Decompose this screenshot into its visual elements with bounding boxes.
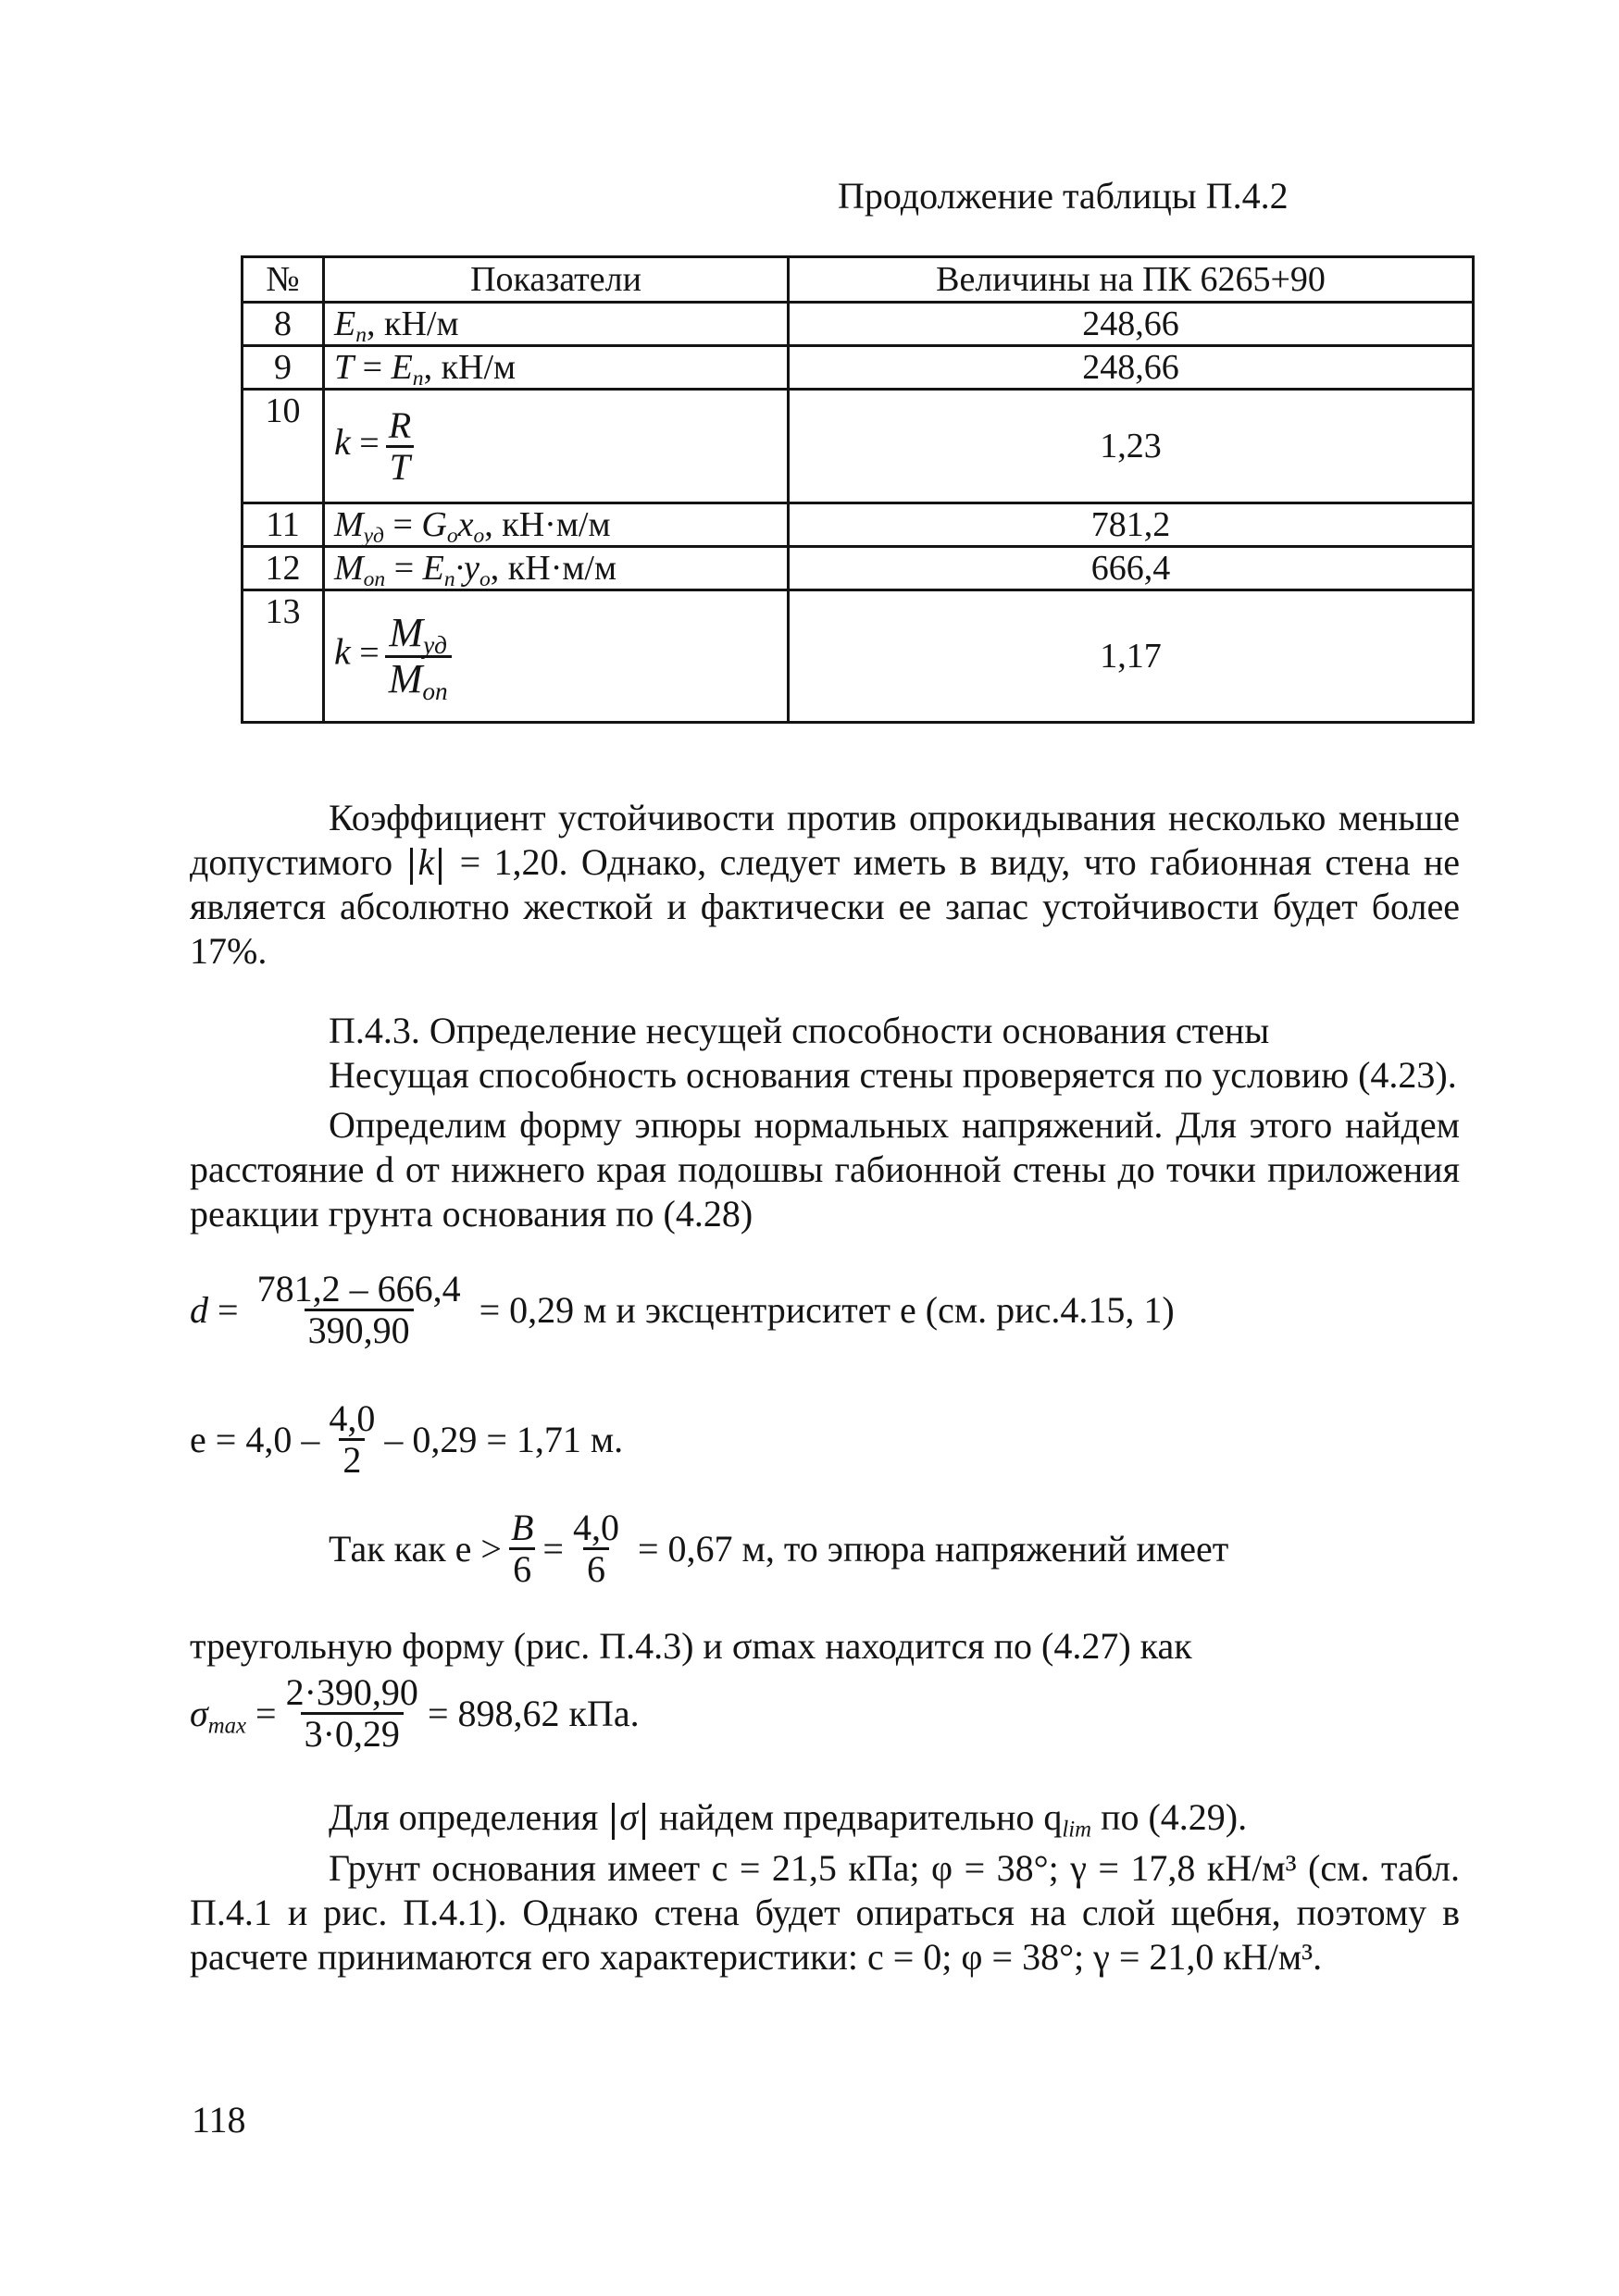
stability-paragraph: Коэффициент устойчивости против опрокидывания несколько меньше допустимого k = 1,20. Однако, следует иметь в виду, что габионная стена не является абсолютно жесткой и фактически ее запас устойчивости будет более 17%. [190,797,1460,972]
formula-sigma: $\sigma_{max}$ = $\frac{2\cdot 390,90}{3\cdot 0,29}$ = 898,62 кПа. [190,1671,640,1755]
formula-e: e = 4,0 – $\frac{4,0}{2}$ – 0,29 = 1,71 м. [190,1397,624,1481]
indicator-cell: k = $\frac{M_{уд}}{M_{оп}}$ [324,590,789,723]
definition-paragraph: Для определения σ найдем предварительно $q_{lim}$ по (4.29). [329,1796,1248,1843]
indicator-cell: $M_{уд} = G_ox_o$, кН·м/м [324,503,789,547]
table-row: 9 $T = E_п$, кН/м 248,66 [243,346,1474,390]
indicators-table [241,255,1475,724]
indicator-cell: k = $\frac{R}{T}$ [324,390,789,503]
soil-paragraph: Грунт основания имеет c = 21,5 кПа; φ = 38°; γ = 17,8 кН/м³ (см. табл. П.4.1 и рис. П.4.1). Однако стена будет опираться на слой щебня, поэтому в расчете принимаются его характеристики: c = 0; φ = 38°; γ = 21,0 кН/м³. [190,1847,1460,1978]
section-title: П.4.3. Определение несущей способности основания стены [329,1010,1270,1051]
page-number: 118 [192,2099,246,2141]
col-header-num: № [243,257,324,303]
epure-paragraph: Определим форму эпюры нормальных напряжений. Для этого найдем расстояние d от нижнего края подошвы габионной стены до точки приложения реакции грунта основания по (4.28) [190,1104,1460,1235]
table-caption: Продолжение таблицы П.4.2 [838,175,1289,217]
formula-tak-kak: Так как e > $\frac{B}{6}$ = $\frac{4,0}{6}$ = 0,67 м, то эпюра напряжений имеет [329,1507,1229,1590]
col-header-indicators: Показатели [324,257,789,303]
table-row: 8 $E_п$, кН/м 248,66 [243,303,1474,346]
table-row: 13 k = $\frac{M_{уд}}{M_{оп}}$ 1,17 [243,590,1474,723]
col-header-values: Величины на ПК 6265+90 [789,257,1474,303]
bearing-paragraph: Несущая способность основания стены проверяется по условию (4.23). [329,1054,1457,1096]
triangular-paragraph: треугольную форму (рис. П.4.3) и σmax находится по (4.27) как [190,1625,1192,1667]
indicator-cell: $M_{оп} = E_п\cdot y_o$, кН·м/м [324,547,789,590]
indicator-cell: $E_п$, кН/м [324,303,789,346]
table-row: 10 k = $\frac{R}{T}$ 1,23 [243,390,1474,503]
table-row: 12 $M_{оп} = E_п\cdot y_o$, кН·м/м 666,4 [243,547,1474,590]
formula-d: d = $\frac{781,2 - 666,4}{390,90}$ = 0,29 м и эксцентриситет e (см. рис.4.15, 1) [190,1268,1175,1351]
indicator-cell: $T = E_п$, кН/м [324,346,789,390]
table-row: 11 $M_{уд} = G_ox_o$, кН·м/м 781,2 [243,503,1474,547]
